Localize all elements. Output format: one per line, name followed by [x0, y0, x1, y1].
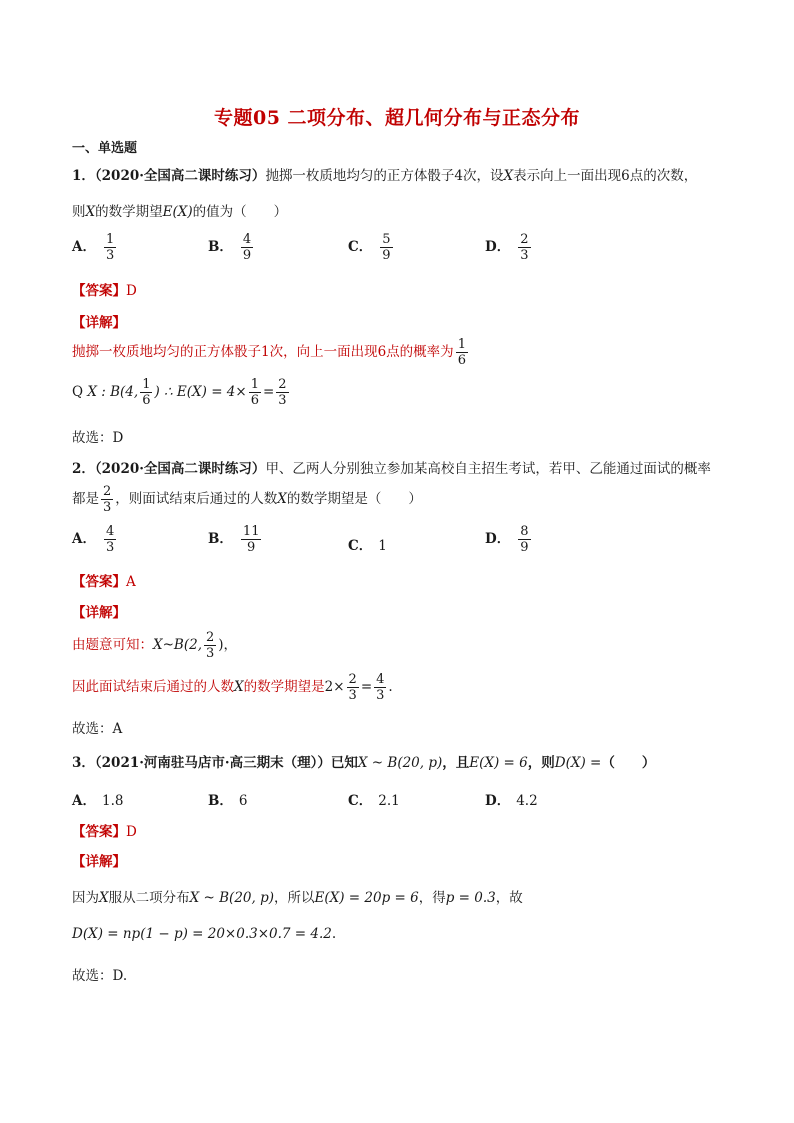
page-title: 专题05 二项分布、超几何分布与正态分布 [213, 107, 581, 129]
q1-stem-line2: 则X的数学期望E(X)的值为（ ） [72, 204, 288, 220]
q3-option-b: B． 6 [208, 793, 248, 809]
q1-stem-line1: 1．（2020·全国高二课时练习）抛掷一枚质地均匀的正方体骰子4次，设X表示向上一面出现6点的次数， [72, 168, 698, 184]
q1-option-a: A． $\frac{1}{3}$ [72, 232, 115, 263]
q1-option-b: B． $\frac{4}{9}$ [208, 232, 252, 263]
q2-stem-line2: 都是 $\frac{2}{3}$ ，则面试结束后通过的人数X的数学期望是（ ） [72, 484, 422, 515]
q2-solution-line2: 因此面试结束后通过的人数X的数学期望是2× $\frac{2}{3}$ = $\frac{4}{3}$ . [72, 672, 393, 703]
q3-detail-tag: 【详解】 [72, 854, 126, 870]
q1-option-d: D． $\frac{2}{3}$ [485, 232, 529, 263]
q2-detail-tag: 【详解】 [72, 605, 126, 621]
q2-conclusion: 故选：A [72, 721, 123, 737]
q1-option-c: C． $\frac{5}{9}$ [348, 232, 391, 263]
q3-stem: 3．（2021·河南驻马店市·高三期末（理））已知X ~ B(20, p)，且E(X) = 6，则D(X) =（ ） [72, 755, 656, 771]
q3-option-d: D． 4.2 [485, 793, 538, 809]
q2-solution-line1: 由题意可知：X~B(2, $\frac{2}{3}$ )， [72, 630, 238, 661]
q2-option-d: D． $\frac{8}{9}$ [485, 524, 529, 555]
q3-answer: 【答案】D [72, 824, 137, 840]
section-heading: 一、单选题 [72, 141, 138, 156]
q1-solution-line1: 抛掷一枚质地均匀的正方体骰子1次，向上一面出现6点的概率为 $\frac{1}{6}$ [72, 337, 466, 368]
q2-answer: 【答案】A [72, 574, 136, 590]
q1-conclusion: 故选：D [72, 430, 124, 446]
q3-option-a: A． 1.8 [72, 793, 124, 809]
q2-option-b: B． $\frac{11}{9}$ [208, 524, 260, 555]
q3-option-c: C． 2.1 [348, 793, 400, 809]
q3-solution-line2: D(X) = np(1 − p) = 20×0.3×0.7 = 4.2. [72, 926, 337, 942]
q2-option-a: A． $\frac{4}{3}$ [72, 524, 115, 555]
q2-option-c: C． 1 [348, 538, 387, 554]
q1-detail-tag: 【详解】 [72, 315, 126, 331]
q1-answer: 【答案】D [72, 283, 137, 299]
q3-solution-line1: 因为X服从二项分布X ~ B(20, p)，所以E(X) = 20p = 6，得p = 0.3，故 [72, 890, 523, 906]
q3-conclusion: 故选：D. [72, 968, 128, 984]
q1-solution-line2: Q X : B(4, $\frac{1}{6}$ ) ∴ E(X) = 4× $\frac{1}{6}$ = $\frac{2}{3}$ [72, 377, 287, 408]
q2-stem-line1: 2．（2020·全国高二课时练习）甲、乙两人分别独立参加某高校自主招生考试，若甲、乙能通过面试的概率 [72, 461, 711, 477]
